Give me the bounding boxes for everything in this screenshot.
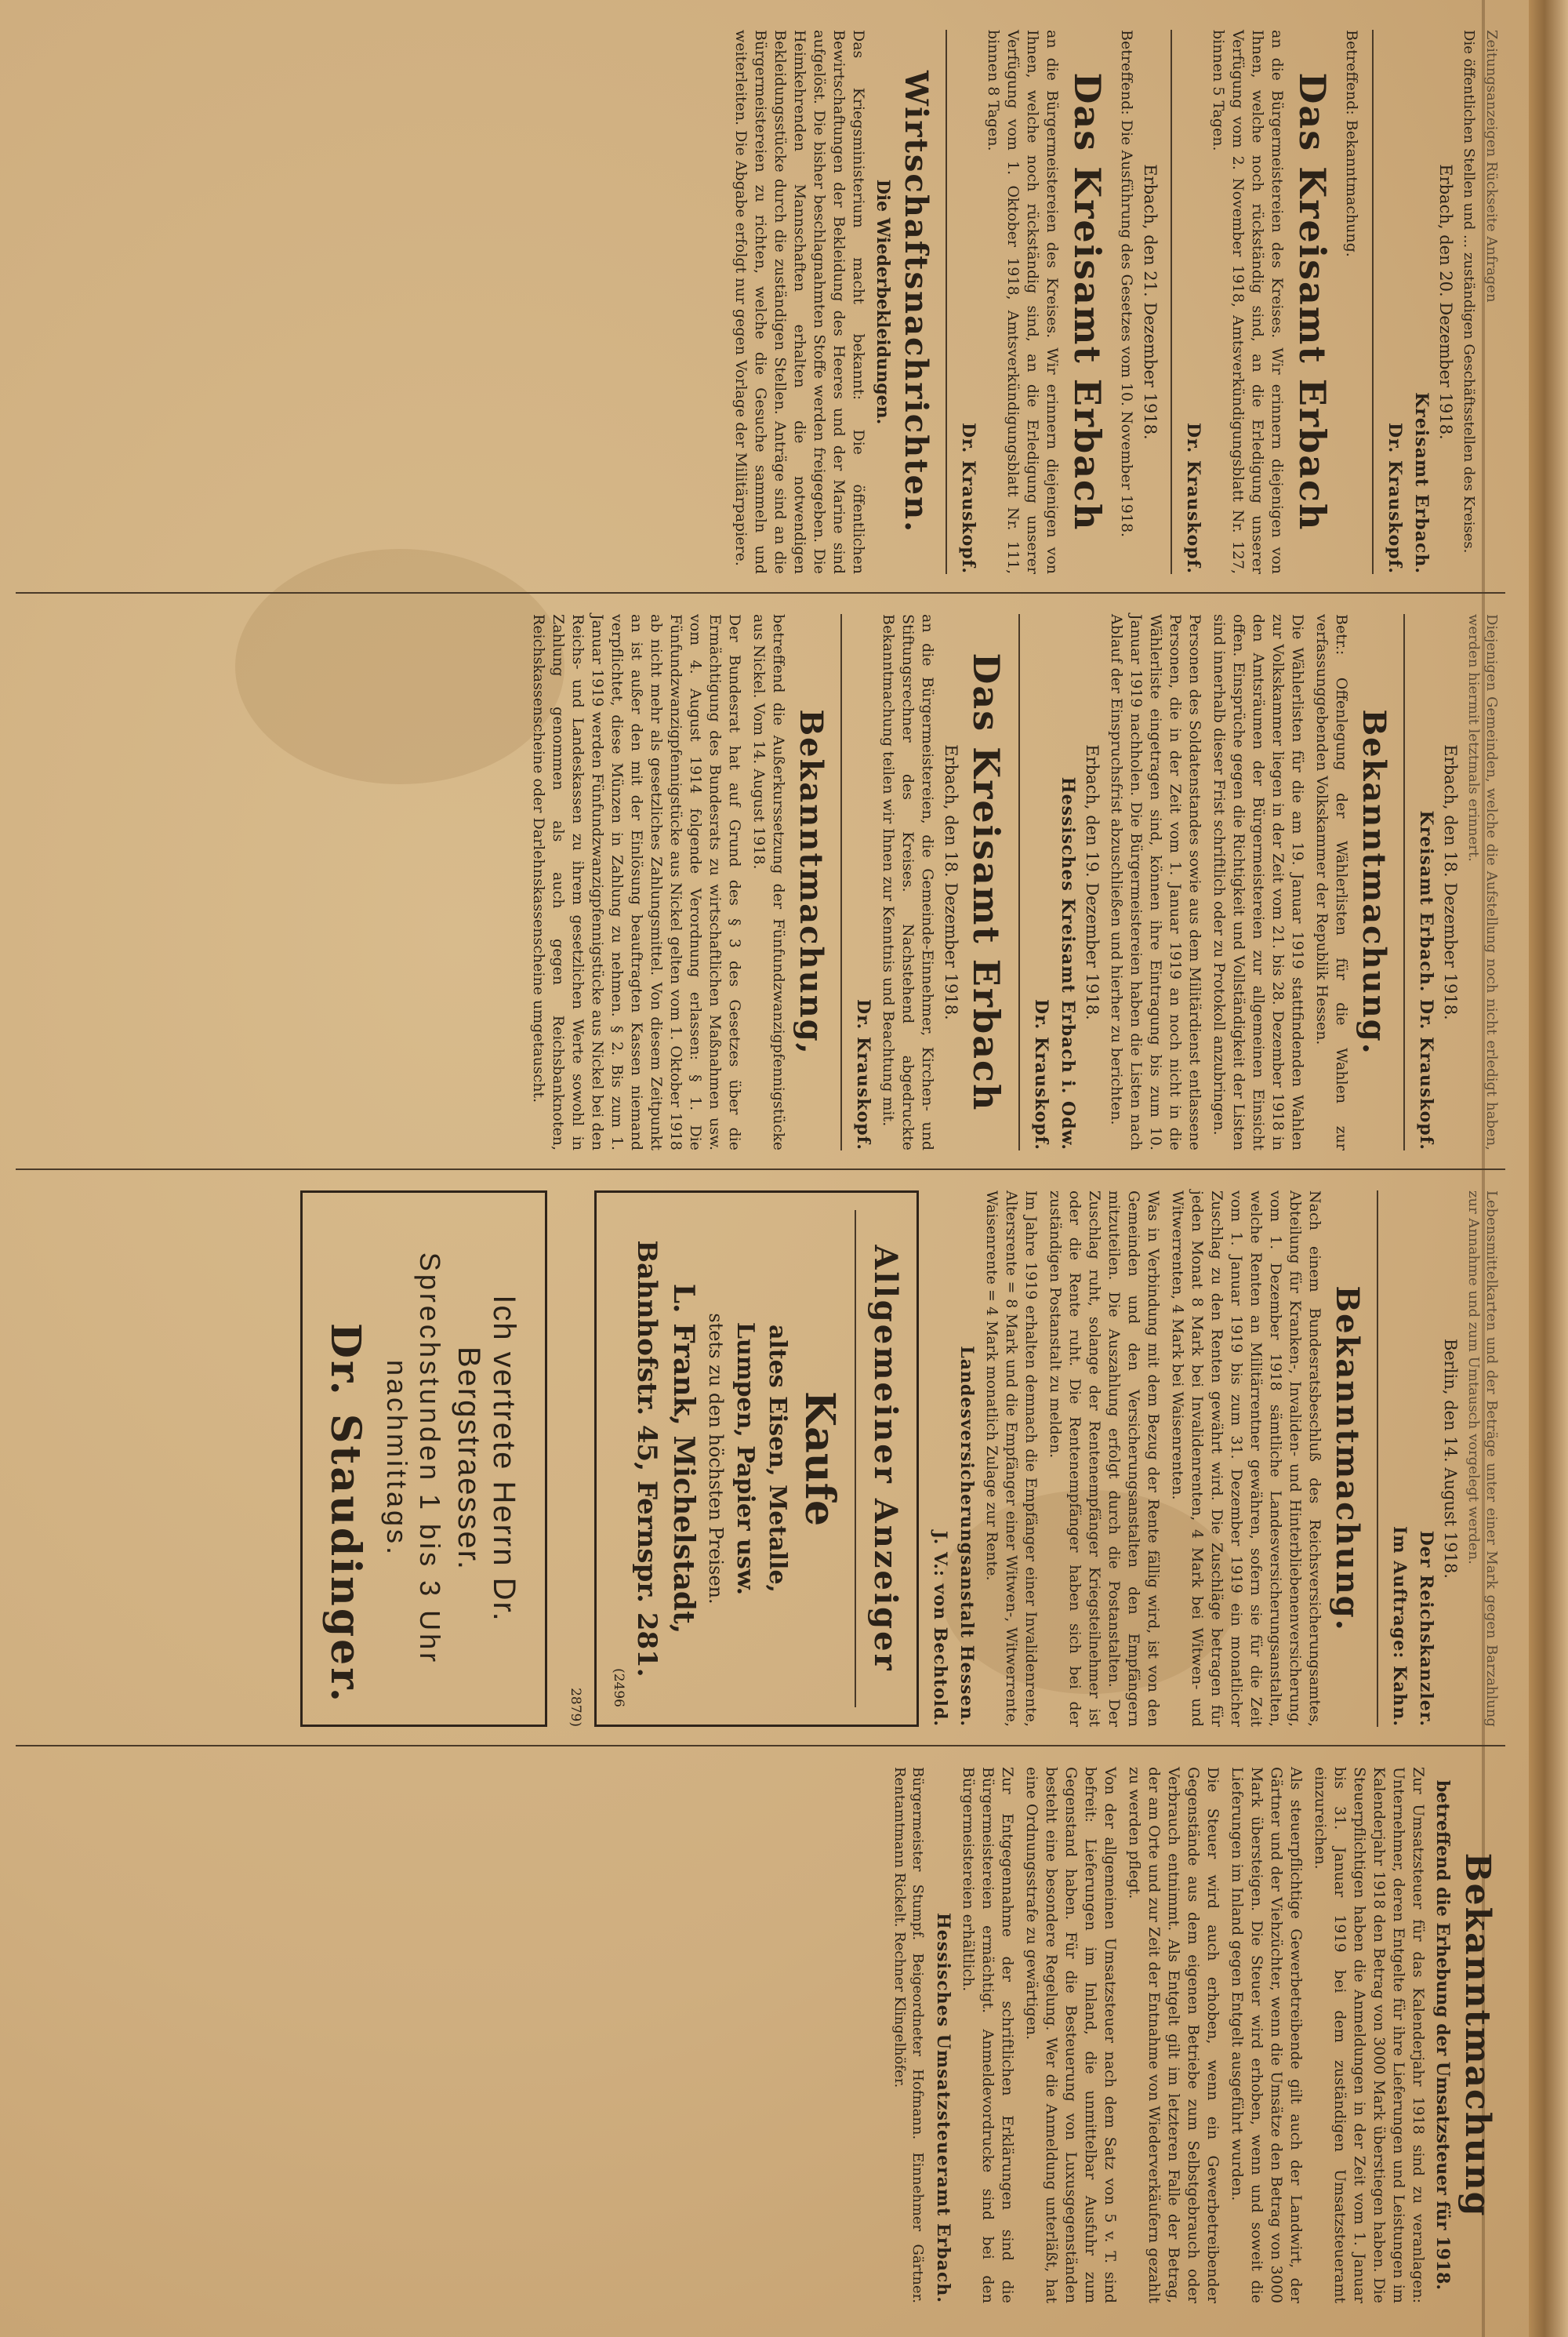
column-rule bbox=[16, 592, 1505, 594]
subject-line: Betreffend: Die Ausführung des Gesetzes vom 10. November 1918. bbox=[1118, 30, 1135, 538]
column-4 bbox=[16, 1753, 1505, 2317]
divider bbox=[1403, 614, 1405, 1150]
doctor-ad-name: Dr. Staudinger. bbox=[321, 1322, 369, 1704]
notice-title: Bekanntmachung, bbox=[793, 709, 829, 1056]
dateline: Erbach, den 20. Dezember 1918. bbox=[1436, 164, 1455, 440]
notice-title: Das Kreisamt Erbach bbox=[965, 652, 1007, 1112]
rotated-newspaper bbox=[16, 16, 1505, 2321]
section-text: Das Kriegsministerium macht bekannt: Die öffentlichen Bewirtschaftungen der Bekleidung des Heeres und der Marine sind aufgelöst. Die bisher beschlagnahmten Stoffe werden freigegeben. Die Heimkehrenden Mannschaften erhalten die notwendigen Bekleidungsstücke durch die zuständigen Stellen. Anträge sind an die Bürgermeistereien zu richten, welche die Gesuche sammeln und weiterleiten. Die Abgabe erfolgt nur gegen Vorlage der Militärpapiere. bbox=[732, 30, 867, 574]
subject-line: betreffend die Erhebung der Umsatzsteuer für 1918. bbox=[1432, 1779, 1453, 2291]
divider bbox=[1171, 30, 1172, 574]
notice-title: Bekanntmachung. bbox=[1356, 709, 1392, 1056]
page-edge bbox=[1529, 0, 1568, 2337]
signature: Dr. Krauskopf. bbox=[1385, 423, 1405, 574]
doctor-ad-line: Ich vertrete Herrn Dr. Bergstraesser. bbox=[452, 1295, 521, 1623]
notice-text: an die Bürgermeistereien, die Gemeinde-Einnehmer, Kirchen- und Stiftungsrechner des Kreises. Nachstehend abgedruckte Bekanntmachung teilen wir Ihnen zur Kenntnis und Beachtung mit. bbox=[880, 614, 936, 1150]
signature: Dr. Krauskopf. bbox=[853, 999, 873, 1150]
signature: Dr. Krauskopf. bbox=[958, 423, 978, 574]
ad-advertiser: L. Frank, Michelstadt, bbox=[667, 1283, 700, 1634]
notice-text: Von der allgemeinen Umsatzsteuer nach dem Satz von 5 v. T. sind befreit: Lieferungen im Inland, die unmittelbar Ausfuhr zum Gegenstand haben. Für die Besteuerung von Luxusgegenständen besteht eine besondere Regelung. Wer die Anmeldung unterläßt, hat eine Ordnungsstrafe zu gewärtigen. bbox=[1023, 1767, 1119, 2303]
doctor-ad bbox=[300, 1190, 547, 1727]
office-name: Hessisches Kreisamt Erbach i. Odw. bbox=[1058, 776, 1078, 1150]
notice-text: an die Bürgermeistereien des Kreises. Wir erinnern diejenigen von Ihnen, welche noch rückständig sind, an die Erledigung unserer Verfügung vom 1. Oktober 1918, Amtsverkündigungsblatt Nr. 111, binnen 8 Tagen. bbox=[985, 30, 1061, 574]
notice-text: Personen des Soldatenstandes sowie aus dem Militärdienst entlassene Personen, die in der Zeit vom 1. Januar 1919 an noch nicht in die Wählerliste eingetragen sind, können ihre Eintragung bis zum 10. Januar 1919 nachholen. Die Bürgermeistereien haben die Listen nach Ablauf der Einspruchsfrist abzuschließen und hierher zu berichten. bbox=[1108, 614, 1203, 1150]
section-subtitle: Die Wiederbekleidungen. bbox=[873, 179, 893, 425]
intro-text: Die öffentlichen Stellen und ... zuständigen Geschäftsstellen des Kreises. bbox=[1461, 30, 1477, 554]
column-rule bbox=[16, 1745, 1505, 1746]
notice-text: Zur Entgegennahme der schriftlichen Erklärungen sind die Bürgermeistereien ermächtigt. Anmeldevordrucke sind bei den Bürgermeistereien erhältlich. bbox=[960, 1767, 1016, 2303]
office-name: Der Reichskanzler. bbox=[1416, 1530, 1436, 1727]
ad-section-header: Allgemeiner Anzeiger bbox=[867, 1245, 904, 1673]
subject-line: Betr.: Offenlegung der Wählerlisten für die Wahlen zur verfassunggebenden Volkskammer der Republik Hessen. bbox=[1313, 614, 1350, 1150]
divider bbox=[946, 30, 947, 574]
ad-number: 2879) bbox=[568, 1688, 583, 1727]
ad-address: Bahnhofstr. 45, Fernspr. 281. bbox=[631, 1240, 662, 1677]
top-line: Diejenigen Gemeinden, welche die Aufstellung noch nicht erledigt haben, werden hiermit letztmals erinnert. bbox=[1465, 614, 1500, 1150]
section-title: Wirtschaftsnachrichten. bbox=[898, 70, 935, 534]
top-line: Lebensmittelkarten und der Beträge unter einer Mark gegen Barzahlung zur Annahme und zum Umtausch vorgelegt werden. bbox=[1465, 1190, 1500, 1727]
subject-line: betreffend die Außerkurssetzung der Fünfundzwanzigpfennigstücke aus Nickel. Vom 14. August 1918. bbox=[750, 614, 787, 1150]
signature: Im Auftrage: Kahn. bbox=[1389, 1526, 1410, 1727]
dateline: Erbach, den 18. Dezember 1918. bbox=[942, 744, 960, 1020]
notice-title: Das Kreisamt Erbach bbox=[1291, 72, 1334, 532]
column-2 bbox=[16, 600, 1505, 1165]
notice-text: Im Jahre 1919 erhalten demnach die Empfänger einer Invalidenrente, Altersrente = 8 Mark und die Empfänger einer Witwen-, Witwerrente, Waisenrente = 4 Mark monatlich Zulage zur Rente. bbox=[983, 1190, 1040, 1727]
office-name: Hessisches Umsatzsteueramt Erbach. bbox=[933, 1912, 953, 2303]
office-name: Landesversicherungsanstalt Hessen. bbox=[956, 1346, 977, 1727]
classified-ad bbox=[594, 1190, 919, 1727]
divider bbox=[1018, 614, 1020, 1150]
column-rule bbox=[16, 1168, 1505, 1170]
signature: Dr. Krauskopf. bbox=[1183, 423, 1203, 574]
column-1 bbox=[16, 16, 1505, 588]
dateline: Erbach, den 19. Dezember 1918. bbox=[1083, 744, 1102, 1020]
ad-text: altes Eisen, Metalle, bbox=[764, 1325, 791, 1593]
notice-text: Was in Verbindung mit dem Bezug der Rente fällig wird, ist von den Gemeinden und den Versicherungsanstalten den Empfängern mitzuteilen. Die Auszahlung erfolgt durch die Postanstalten. Der Zuschlag ruht, solange der Rentenempfänger Kriegsteilnehmer ist oder die Rente ruht. Die Rentenempfänger haben sich bei der zuständigen Postanstalt zu melden. bbox=[1047, 1190, 1162, 1727]
dateline: Erbach, den 21. Dezember 1918. bbox=[1141, 164, 1160, 440]
notice-text: an die Bürgermeistereien des Kreises. Wir erinnern diejenigen von Ihnen, welche noch rückständig sind, an die Erledigung unserer Verfügung vom 2. November 1918, Amtsverkündigungsblatt Nr. 127, binnen 5 Tagen. bbox=[1210, 30, 1286, 574]
column-3 bbox=[16, 1176, 1505, 1741]
office-name: Kreisamt Erbach. bbox=[1411, 392, 1432, 574]
subject-line: Betreffend: Bekanntmachung. bbox=[1343, 30, 1360, 257]
divider bbox=[1372, 30, 1374, 574]
notice-title: Bekanntmachung bbox=[1457, 1852, 1497, 2218]
ad-headline: Kaufe bbox=[796, 1390, 844, 1527]
doctor-ad-hours: Sprechstunden 1 bis 3 Uhr nachmittags. bbox=[381, 1252, 446, 1666]
notice-text: Zur Umsatzsteuer für das Kalenderjahr 1918 sind zu veranlagen: Unternehmer, deren Entgelte für ihre Lieferungen und Leistungen im Kalenderjahr 1918 den Betrag von 3000 Mark überstiegen haben. Die Steuerpflichtigen haben die Anmeldungen in der Zeit vom 1. Januar bis 31. Januar 1919 bei dem zuständigen Umsatzsteueramt einzureichen. bbox=[1312, 1767, 1427, 2303]
ad-text: stets zu den höchsten Preisen. bbox=[705, 1313, 727, 1605]
notice-title: Das Kreisamt Erbach bbox=[1066, 72, 1109, 532]
signature: Dr. Krauskopf. bbox=[1031, 999, 1051, 1150]
notice-text: Die Steuer wird auch erhoben, wenn ein Gewerbetreibender Gegenstände aus dem eigenen Betriebe zum Selbstgebrauch oder Verbrauch entnimmt. Als Entgelt gilt im letzteren Falle der Betrag, der am Orte und zur Zeit der Entnahme von Wiederverkäufern gezahlt zu werden pflegt. bbox=[1126, 1767, 1221, 2303]
ad-text: Lumpen, Papier usw. bbox=[731, 1321, 759, 1596]
signatory-list: Bürgermeister Stumpf. Beigeordneter Hofmann. Einnehmer Gärtner. Rentamtmann Rickelt. Rechner Klingelhöfer. bbox=[891, 1767, 926, 2303]
office-name: Kreisamt Erbach. Dr. Krauskopf. bbox=[1416, 810, 1436, 1150]
divider bbox=[855, 1210, 856, 1707]
notice-text: Der Bundesrat hat auf Grund des § 3 des Gesetzes über die Ermächtigung des Bundesrats zu wirtschaftlichen Maßnahmen usw. vom 4. August 1914 folgende Verordnung erlassen: § 1. Die Fünfundzwanzigpfennigstücke aus Nickel gelten vom 1. Oktober 1918 ab nicht mehr als gesetzliches Zahlungsmittel. Von diesem Zeitpunkt an ist außer den mit der Einlösung beauftragten Kassen niemand verpflichtet, diese Münzen in Zahlung zu nehmen. § 2. Bis zum 1. Januar 1919 werden Fünfundzwanzigpfennigstücke aus Nickel bei den Reichs- und Landeskassen zu ihrem gesetzlichen Werte sowohl in Zahlung genommen als auch gegen Reichsbanknoten, Reichskassenscheine oder Darlehnskassenscheine umgetauscht. bbox=[530, 614, 743, 1150]
ad-number: (2496 bbox=[611, 1668, 626, 1707]
notice-text: Als steuerpflichtige Gewerbetreibende gilt auch der Landwirt, der Gärtner und der Viehzüchter, wenn die Umsätze den Betrag von 3000 Mark übersteigen. Die Steuer wird erhoben, wenn und soweit die Lieferungen im Inland gegen Entgelt ausgeführt wurden. bbox=[1229, 1767, 1305, 2303]
divider bbox=[840, 614, 842, 1150]
notice-text: Die Wählerlisten für die am 19. Januar 1919 stattfindenden Wahlen zur Volkskammer liegen in der Zeit vom 21. bis 28. Dezember 1918 in den Amtsräumen der Bürgermeistereien zur allgemeinen Einsicht offen. Einsprüche gegen die Richtigkeit und Vollständigkeit der Listen sind innerhalb dieser Frist schriftlich oder zu Protokoll anzubringen. bbox=[1210, 614, 1306, 1150]
top-line: Zeitungsanzeigen Rückseite Anfragen bbox=[1483, 30, 1500, 303]
dateline: Erbach, den 18. Dezember 1918. bbox=[1441, 744, 1460, 1020]
signature: J. V.: von Bechtold. bbox=[930, 1530, 950, 1727]
dateline: Berlin, den 14. August 1918. bbox=[1441, 1338, 1460, 1579]
notice-title: Bekanntmachung. bbox=[1329, 1285, 1366, 1632]
notice-text: Nach einem Bundesratsbeschluß des Reichsversicherungsamtes, Abteilung für Kranken-, Invaliden- und Hinterbliebenenversicherung, vom 1. Dezember 1918 sämtliche Landesversicherungsanstalten, welche Renten an Militärrentner gewähren, sofern sie für die Zeit vom 1. Januar 1919 bis zum 31. Dezember 1919 ein monatlicher Zuschlag zu den Renten gewährt wird. Die Zuschläge betragen für jeden Monat 8 Mark bei Invalidenrenten, 4 Mark bei Witwen- und Witwerrenten, 4 Mark bei Waisenrenten. bbox=[1169, 1190, 1323, 1727]
divider bbox=[1377, 1190, 1378, 1727]
